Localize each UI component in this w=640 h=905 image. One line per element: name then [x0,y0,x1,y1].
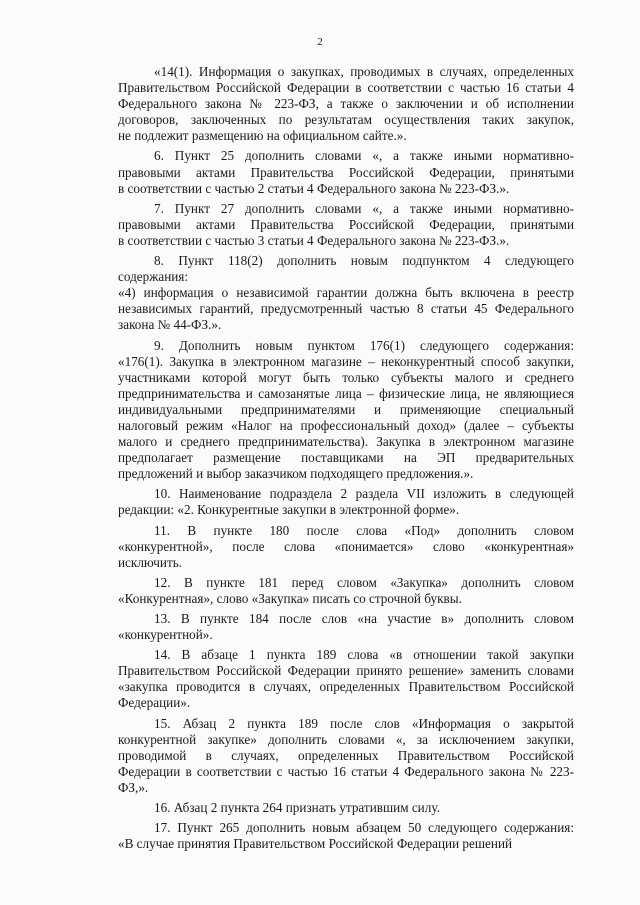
text-line: Правительством Российской Федерации в соответствии с частью 16 статьи 4 [118,80,574,96]
paragraph [118,800,574,816]
text-line: в соответствии с частью 2 статьи 4 Федерального закона № 223-ФЗ.». [118,180,510,196]
text-line: Федерального закона № 223-ФЗ, а также о заключении и об исполнении [118,96,574,112]
text-line: 14. В абзаце 1 пункта 189 слова «в отношении такой закупки [154,647,574,663]
text-line: «14(1). Информация о закупках, проводимых в случаях, определенных [154,64,574,79]
paragraph [118,64,574,144]
text-line: конкурентной закупке» дополнить словами «, за исключением закупки, [118,731,574,747]
text-line: 17. Пункт 265 дополнить новым абзацем 50 следующего содержания: [154,820,574,836]
text-line: 11. В пункте 180 после слова «Под» дополнить словом [154,522,574,538]
page-number: 2 [317,36,323,48]
paragraph [118,575,574,607]
paragraph [118,820,574,852]
paragraph [118,201,574,249]
text-line: ФЗ,». [118,779,149,795]
text-line: независимых гарантий, предусмотренный частью 8 статьи 45 Федерального [118,301,574,317]
text-line: проводимой в случаях, определенных Правительством Российской [118,747,574,763]
text-line: индивидуальными предпринимателями и применяющие специальный [118,401,574,417]
text-line: участниками которой могут быть только субъекты малого и среднего [118,369,574,385]
text-line: Федерации в соответствии с частью 16 статьи 4 Федерального закона № 223- [118,763,574,779]
paragraph [118,338,574,483]
text-line: предложений и выбор заказчиком подходящего предложения.». [118,466,474,482]
text-line: 9. Дополнить новым пунктом 176(1) следующего содержания: [154,337,574,353]
text-line: 8. Пункт 118(2) дополнить новым подпунктом 4 следующего [154,253,574,269]
paragraph [118,523,574,571]
paragraph [118,253,574,333]
paragraph [118,647,574,711]
text-line: редакции: «2. Конкурентные закупки в электронной форме». [118,502,460,518]
text-line: малого и среднего предпринимательства). Закупка в электронном магазине [118,434,574,450]
text-line: предпринимательства и самозанятые лица – физические лица, не являющиеся [118,385,574,401]
text-line: 13. В пункте 184 после слов «на участие в» дополнить словом [154,611,574,626]
text-line: Федерации». [118,695,191,711]
paragraph [118,486,574,518]
text-line: 12. В пункте 181 перед словом «Закупка» дополнить словом [154,574,574,590]
text-line: правовыми актами Правительства Российской Федерации, принятыми [118,216,574,232]
text-line: договоров, заключенных по результатам осуществления таких закупок, [118,112,574,128]
text-line: содержания: [118,269,189,285]
text-line: не подлежит размещению на официальном сайте.». [118,128,407,144]
text-line: «закупка проводится в случаях, определенных Правительством Российской [118,679,574,695]
text-line: налоговый режим «Налог на профессиональный доход» (далее – субъекты [118,417,574,433]
text-line: «176(1). Закупка в электронном магазине – неконкурентный способ закупки, [118,353,574,369]
text-line: 10. Наименование подраздела 2 раздела VII изложить в следующей [154,486,574,502]
text-line: «В случае принятия Правительством Российской Федерации решений [118,836,513,852]
text-line: «конкурентной», после слова «понимается» слово «конкурентная» [118,538,574,554]
text-line: 7. Пункт 27 дополнить словами «, а также иными нормативно- [154,200,574,216]
text-line: предполагает размещение поставщиками на ЭП предварительных [118,450,574,466]
text-line: в соответствии с частью 3 статьи 4 Федерального закона № 223-ФЗ.». [118,232,510,248]
text-line: 6. Пункт 25 дополнить словами «, а также иными нормативно- [154,148,574,164]
text-line: «Конкурентная», слово «Закупка» писать со строчной буквы. [118,590,462,606]
text-line: закона № 44-ФЗ.». [118,317,222,333]
paragraph [118,716,574,796]
text-line: правовыми актами Правительства Российской Федерации, принятыми [118,164,574,180]
text-line: 15. Абзац 2 пункта 189 после слов «Информация о закрытой [154,715,574,731]
text-line: 16. Абзац 2 пункта 264 признать утратившим силу. [154,800,440,816]
text-line: исключить. [118,554,183,570]
paragraph [118,611,574,643]
text-line: «4) информация о независимой гарантии должна быть включена в реестр [118,285,574,301]
text-line: Правительством Российской Федерации принято решение» заменить словами [118,663,574,679]
text-line: «конкурентной». [118,627,213,643]
document-body [118,64,574,852]
paragraph [118,148,574,196]
